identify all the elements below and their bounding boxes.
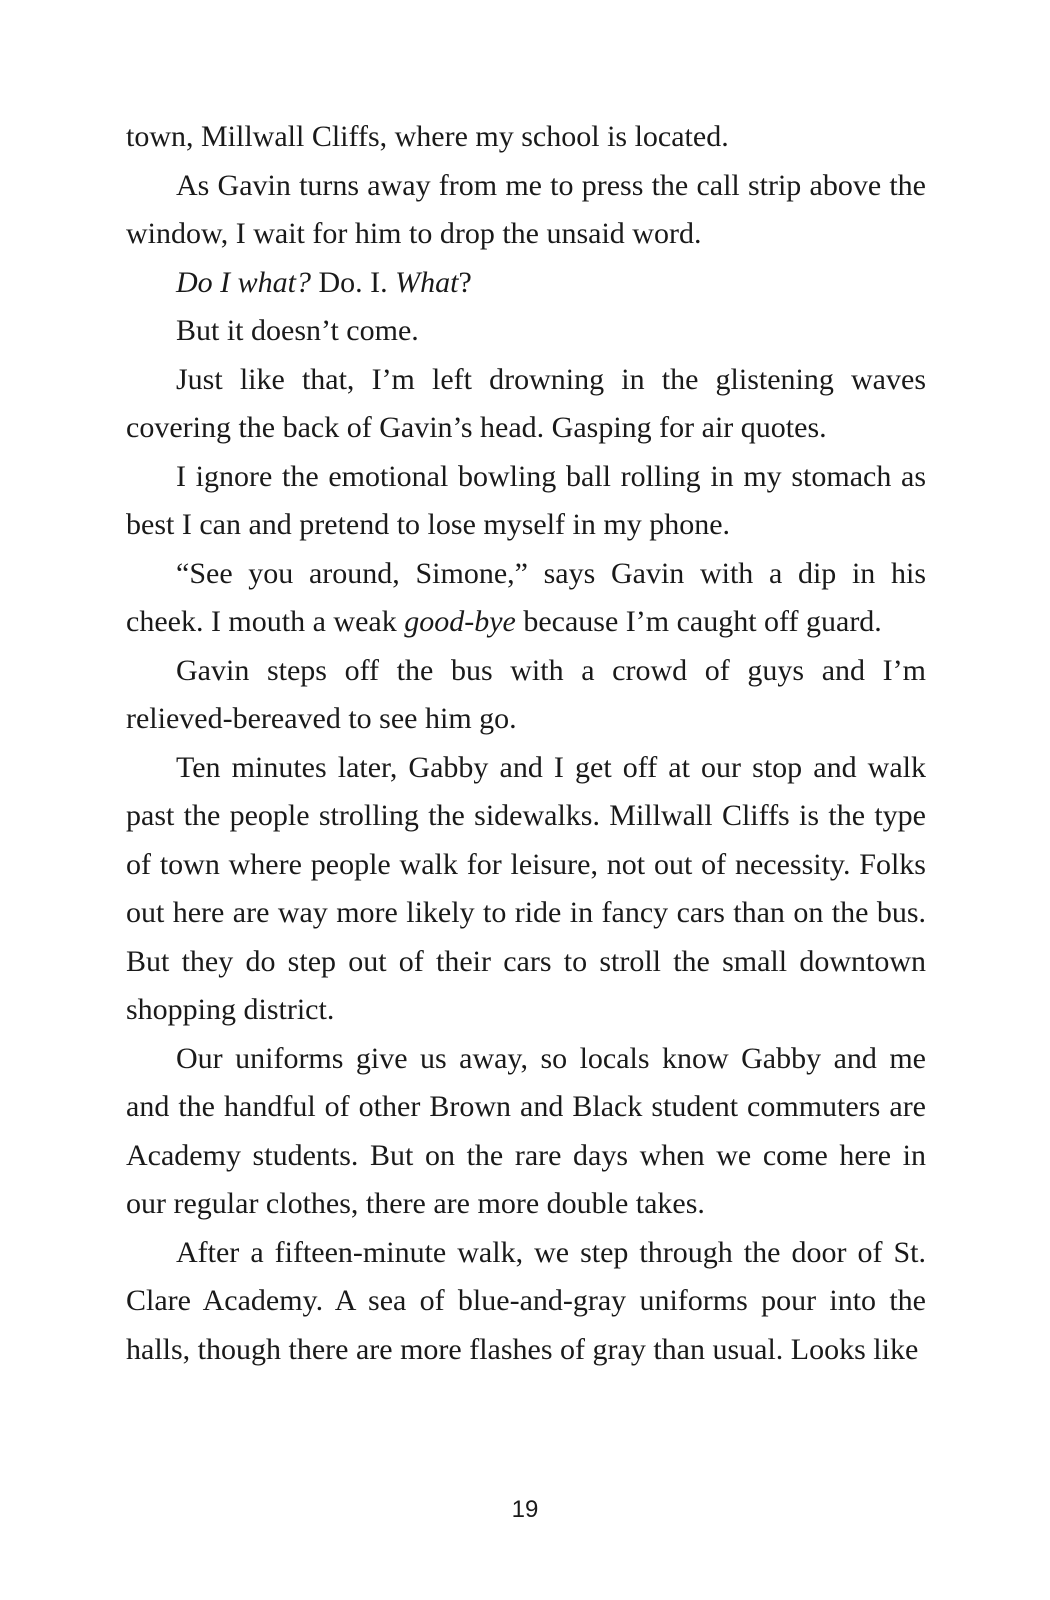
paragraph-10	[126, 1035, 926, 1229]
paragraph-6	[126, 453, 926, 550]
text-run: After a fifteen-minute walk, we step through the door of St. Clare Academy. A sea of blue-and-gray uniforms pour into the halls, though there are more flashes of gray than usual. Looks like	[126, 1235, 926, 1366]
paragraph-2	[126, 162, 926, 259]
paragraph-8	[126, 647, 926, 744]
paragraph-9	[126, 744, 926, 1035]
text-run: ?	[458, 265, 472, 299]
text-run: Gavin steps off the bus with a crowd of guys and I’m relieved-bereaved to see him go.	[126, 653, 926, 735]
text-run: because I’m caught off guard.	[515, 605, 882, 638]
text-run: Ten minutes later, Gabby and I get off at our stop and walk past the people strolling the sidewalks. Millwall Cliffs is the type of town where people walk for leisure, not out of necessity. Folks out here are way more likely to ride in fancy cars than on the bus. But they do step out of their cars to stroll the small downtown shopping district.	[126, 750, 926, 1026]
text-run: Do. I.	[311, 265, 396, 299]
page-body	[126, 113, 926, 1374]
italic-run: What	[395, 265, 459, 299]
text-run: town, Millwall Cliffs, where my school is located.	[126, 120, 729, 153]
paragraph-7	[126, 550, 926, 647]
text-run: “See you around, Simone,” says Gavin with a dip in his cheek. I mouth a weak	[126, 556, 926, 638]
paragraph-11	[126, 1229, 926, 1375]
italic-run: Do I what?	[176, 265, 311, 299]
text-run: Our uniforms give us away, so locals know Gabby and me and the handful of other Brown and Black student commuters are Academy students. But on the rare days when we come here in our regular clothes, there are more double takes.	[126, 1041, 926, 1220]
page-number: 19	[511, 1496, 539, 1523]
text-run: As Gavin turns away from me to press the call strip above the window, I wait for him to drop the unsaid word.	[126, 168, 926, 250]
paragraph-4	[126, 307, 926, 356]
italic-run: good-bye	[404, 605, 516, 638]
text-run: But it doesn’t come.	[176, 314, 419, 347]
text-run: I ignore the emotional bowling ball rolling in my stomach as best I can and pretend to lose myself in my phone.	[126, 459, 926, 541]
paragraph-3	[126, 259, 926, 308]
paragraph-5	[126, 356, 926, 453]
text-run: Just like that, I’m left drowning in the glistening waves covering the back of Gavin’s head. Gasping for air quotes.	[126, 362, 926, 444]
paragraph-1	[126, 113, 926, 162]
